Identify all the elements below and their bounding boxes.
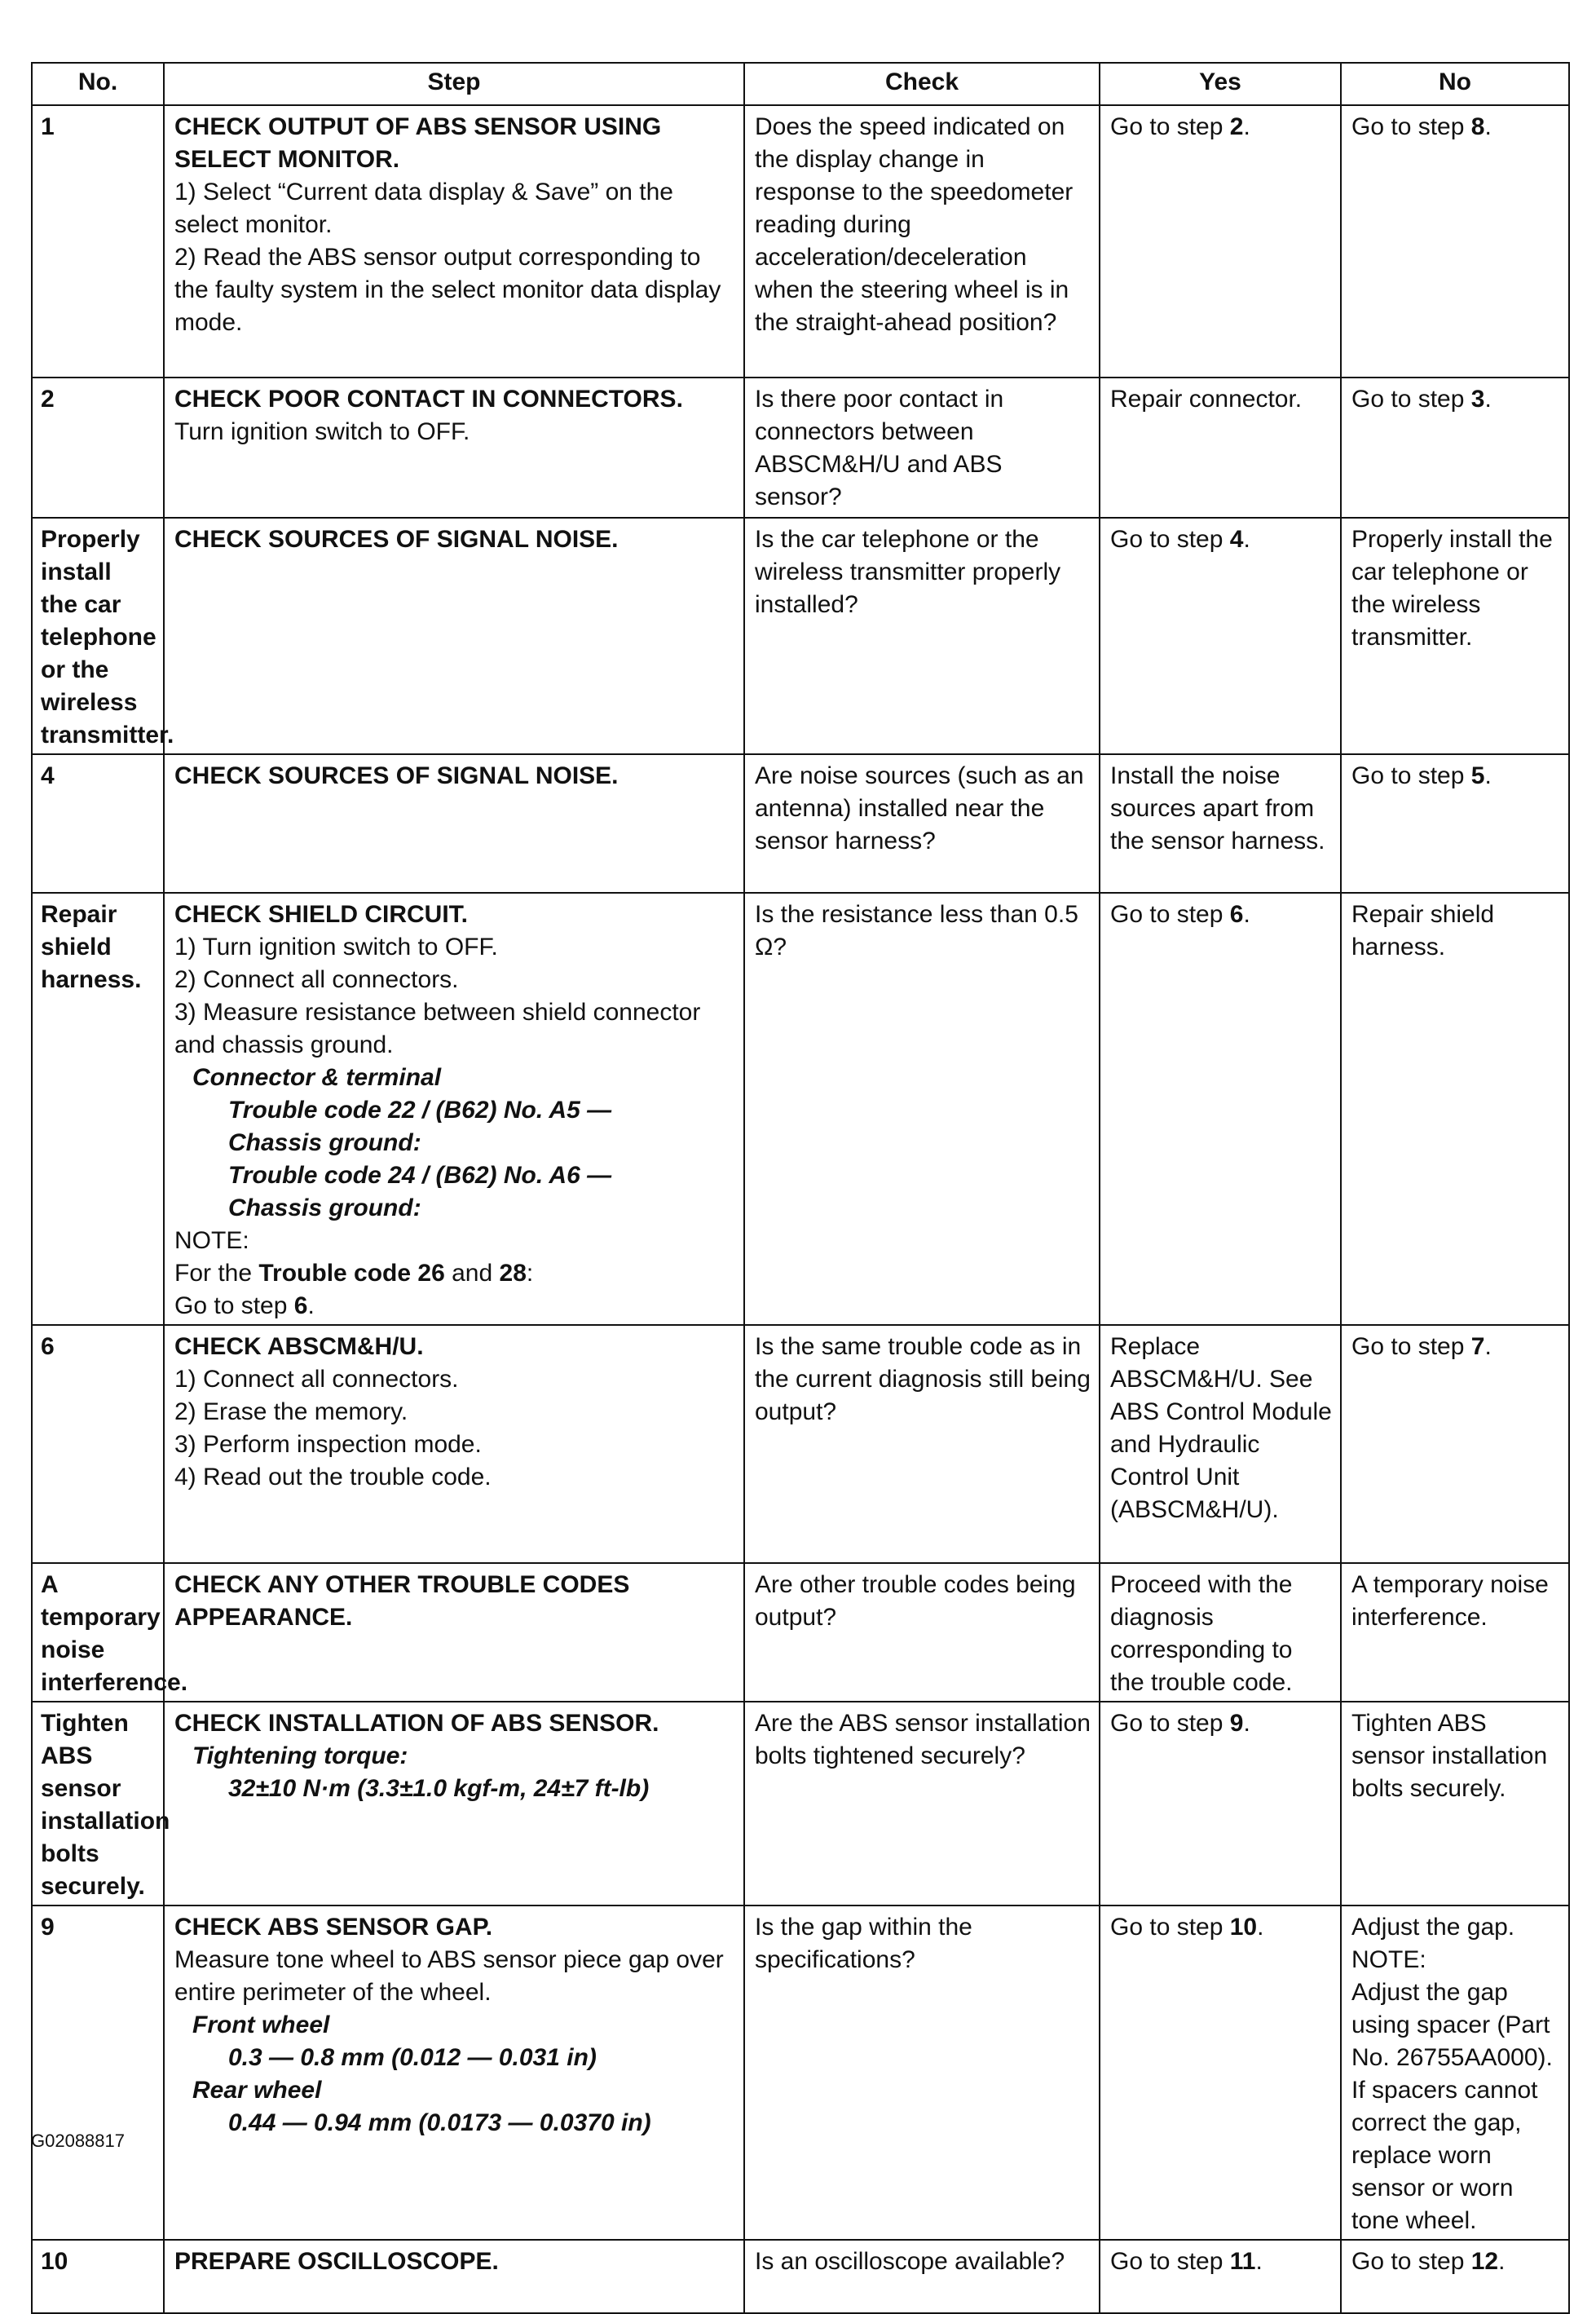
step-line: 1) Turn ignition switch to OFF. [174,934,498,960]
no-cell: Repair shield harness. [1341,893,1569,1325]
yes-cell [1100,893,1341,1325]
check-cell: Are other trouble codes being output? [744,1563,1100,1702]
header-no: No. [32,63,164,105]
no-text-end: . [1484,113,1492,140]
yes-text-end: . [1255,2248,1263,2275]
no-line: Adjust the gap. [1351,1914,1515,1941]
no-text: Go to step [1351,386,1471,413]
yes-text-end: . [1243,113,1250,140]
row-number: Properly install the car telephone or the wireless transmitter. [32,518,164,754]
spec-line: Trouble code 22 / (B62) No. A5 — [228,1097,612,1124]
yes-cell: Repair connector. [1100,378,1341,518]
spec-line: Chassis ground: [228,1195,421,1221]
step-title: CHECK SHIELD CIRCUIT. [174,901,469,928]
step-cell [164,1702,744,1906]
check-cell: Does the speed indicated on the display change in response to the speedometer reading during acceleration/deceleration when the steering wheel is in the straight-ahead position? [744,105,1100,378]
no-step-number: 8 [1470,113,1485,140]
step-title: CHECK ABS SENSOR GAP. [174,1914,493,1941]
spec-line: 32±10 N·m (3.3±1.0 kgf-m, 24±7 ft-lb) [228,1775,650,1802]
yes-text: Go to step [1110,526,1230,553]
row-number: 9 [32,1906,164,2240]
yes-cell [1100,1702,1341,1906]
spec-line: Chassis ground: [228,1129,421,1156]
table-row [32,518,1569,754]
note-text: Go to step [174,1292,294,1319]
yes-step-number: 2 [1229,113,1244,140]
header-step: Step [164,63,744,105]
no-cell [1341,105,1569,378]
row-number: 1 [32,105,164,378]
diagnostic-table [31,62,1570,2314]
note-text: . [307,1292,315,1319]
no-text: Go to step [1351,1333,1471,1360]
no-text-end: . [1498,2248,1506,2275]
step-line: Turn ignition switch to OFF. [174,418,470,445]
note-text: For the [174,1260,259,1287]
step-line: Measure tone wheel to ABS sensor piece gap over entire perimeter of the wheel. [174,1946,724,2006]
step-cell [164,754,744,893]
step-title: CHECK ANY OTHER TROUBLE CODES APPEARANCE. [174,1571,630,1631]
yes-step-number: 6 [1229,901,1244,928]
step-line: 3) Measure resistance between shield connector and chassis ground. [174,999,701,1058]
yes-text-end: . [1243,526,1250,553]
yes-cell [1100,2240,1341,2313]
step-title: CHECK ABSCM&H/U. [174,1333,424,1360]
yes-text: Go to step [1110,2248,1230,2275]
yes-text-end: . [1243,901,1250,928]
check-cell: Is the same trouble code as in the current diagnosis still being output? [744,1325,1100,1563]
check-cell: Is the car telephone or the wireless transmitter properly installed? [744,518,1100,754]
spec-heading: Front wheel [192,2012,330,2038]
yes-step-number: 4 [1229,526,1244,553]
table-row [32,105,1569,378]
step-cell [164,2240,744,2313]
step-line: 1) Connect all connectors. [174,1366,459,1393]
step-line: 1) Select “Current data display & Save” on the select monitor. [174,179,673,238]
no-cell: Properly install the car telephone or the wireless transmitter. [1341,518,1569,754]
row-number: Tighten ABS sensor installation bolts securely. [32,1702,164,1906]
step-title: PREPARE OSCILLOSCOPE. [174,2248,499,2275]
yes-text: Go to step [1110,901,1230,928]
yes-text: Go to step [1110,1914,1230,1941]
table-row [32,754,1569,893]
note-code-bold: Trouble code 26 [258,1260,445,1287]
step-title: CHECK SOURCES OF SIGNAL NOISE. [174,526,619,553]
step-cell [164,378,744,518]
note-step-number: 6 [293,1292,308,1319]
spec-line: Trouble code 24 / (B62) No. A6 — [228,1162,612,1189]
no-cell: A temporary noise interference. [1341,1563,1569,1702]
no-cell [1341,1906,1569,2240]
spec-line: 0.3 — 0.8 mm (0.012 — 0.031 in) [228,2044,597,2071]
table-row [32,2240,1569,2313]
step-cell [164,105,744,378]
yes-step-number: 10 [1229,1914,1258,1941]
header-row [32,63,1569,105]
no-cell [1341,1325,1569,1563]
note-go-line [174,1290,735,1323]
no-text: Go to step [1351,762,1471,789]
diagnostic-document [31,62,1568,2314]
table-row [32,378,1569,518]
no-text-end: . [1484,1333,1492,1360]
step-cell [164,893,744,1325]
step-title: CHECK OUTPUT OF ABS SENSOR USING SELECT MONITOR. [174,113,662,173]
step-title: CHECK SOURCES OF SIGNAL NOISE. [174,762,619,789]
yes-text: Go to step [1110,1710,1230,1737]
step-cell [164,518,744,754]
step-title: CHECK INSTALLATION OF ABS SENSOR. [174,1710,659,1737]
yes-cell [1100,518,1341,754]
header-no-result: No [1341,63,1569,105]
note-line [174,1257,735,1290]
check-cell: Is the resistance less than 0.5 Ω? [744,893,1100,1325]
yes-step-number: 11 [1229,2248,1256,2275]
yes-text-end: . [1243,1710,1250,1737]
check-cell: Is there poor contact in connectors between ABSCM&H/U and ABS sensor? [744,378,1100,518]
no-line: Adjust the gap using spacer (Part No. 26755AA000). If spacers cannot correct the gap, replace worn sensor or worn tone wheel. [1351,1979,1553,2234]
row-number: A temporary noise interference. [32,1563,164,1702]
no-step-number: 5 [1470,762,1485,789]
yes-text: Go to step [1110,113,1230,140]
step-cell [164,1906,744,2240]
check-cell: Are the ABS sensor installation bolts tightened securely? [744,1702,1100,1906]
step-line: 3) Perform inspection mode. [174,1431,482,1458]
step-title: CHECK POOR CONTACT IN CONNECTORS. [174,386,683,413]
table-row [32,1906,1569,2240]
row-number: 10 [32,2240,164,2313]
no-text: Go to step [1351,113,1471,140]
note-text: and [444,1260,500,1287]
no-step-number: 7 [1470,1333,1485,1360]
step-cell [164,1563,744,1702]
step-line: 2) Erase the memory. [174,1398,408,1425]
no-cell [1341,378,1569,518]
no-cell [1341,754,1569,893]
table-row [32,893,1569,1325]
step-line: 2) Connect all connectors. [174,966,459,993]
no-cell [1341,2240,1569,2313]
check-cell: Is the gap within the specifications? [744,1906,1100,2240]
no-step-number: 12 [1470,2248,1499,2275]
no-cell: Tighten ABS sensor installation bolts securely. [1341,1702,1569,1906]
no-step-number: 3 [1470,386,1485,413]
no-text: Go to step [1351,2248,1471,2275]
spec-heading: Tightening torque: [192,1742,408,1769]
header-yes: Yes [1100,63,1341,105]
table-row [32,1325,1569,1563]
table-row [32,1563,1569,1702]
no-text-end: . [1484,762,1492,789]
row-number: 2 [32,378,164,518]
header-check: Check [744,63,1100,105]
yes-cell: Install the noise sources apart from the sensor harness. [1100,754,1341,893]
row-number: 6 [32,1325,164,1563]
no-line: NOTE: [1351,1946,1426,1973]
yes-cell [1100,105,1341,378]
table-row [32,1702,1569,1906]
spec-line: 0.44 — 0.94 mm (0.0173 — 0.0370 in) [228,2109,651,2136]
no-text-end: . [1484,386,1492,413]
document-id: G02088817 [31,2131,125,2151]
note-text: : [526,1260,534,1287]
check-cell: Is an oscilloscope available? [744,2240,1100,2313]
note-label: NOTE: [174,1227,249,1254]
yes-cell [1100,1906,1341,2240]
row-number: 4 [32,754,164,893]
yes-step-number: 9 [1229,1710,1244,1737]
yes-cell: Replace ABSCM&H/U. See ABS Control Module and Hydraulic Control Unit (ABSCM&H/U). [1100,1325,1341,1563]
spec-heading: Rear wheel [192,2077,322,2104]
spec-heading: Connector & terminal [192,1064,442,1091]
check-cell: Are noise sources (such as an antenna) installed near the sensor harness? [744,754,1100,893]
step-line: 2) Read the ABS sensor output corresponding to the faulty system in the select monitor data display mode. [174,244,721,336]
yes-text-end: . [1257,1914,1264,1941]
step-cell [164,1325,744,1563]
yes-cell: Proceed with the diagnosis corresponding to the trouble code. [1100,1563,1341,1702]
row-number: Repair shield harness. [32,893,164,1325]
step-line: 4) Read out the trouble code. [174,1464,492,1490]
note-code-bold: 28 [499,1260,527,1287]
